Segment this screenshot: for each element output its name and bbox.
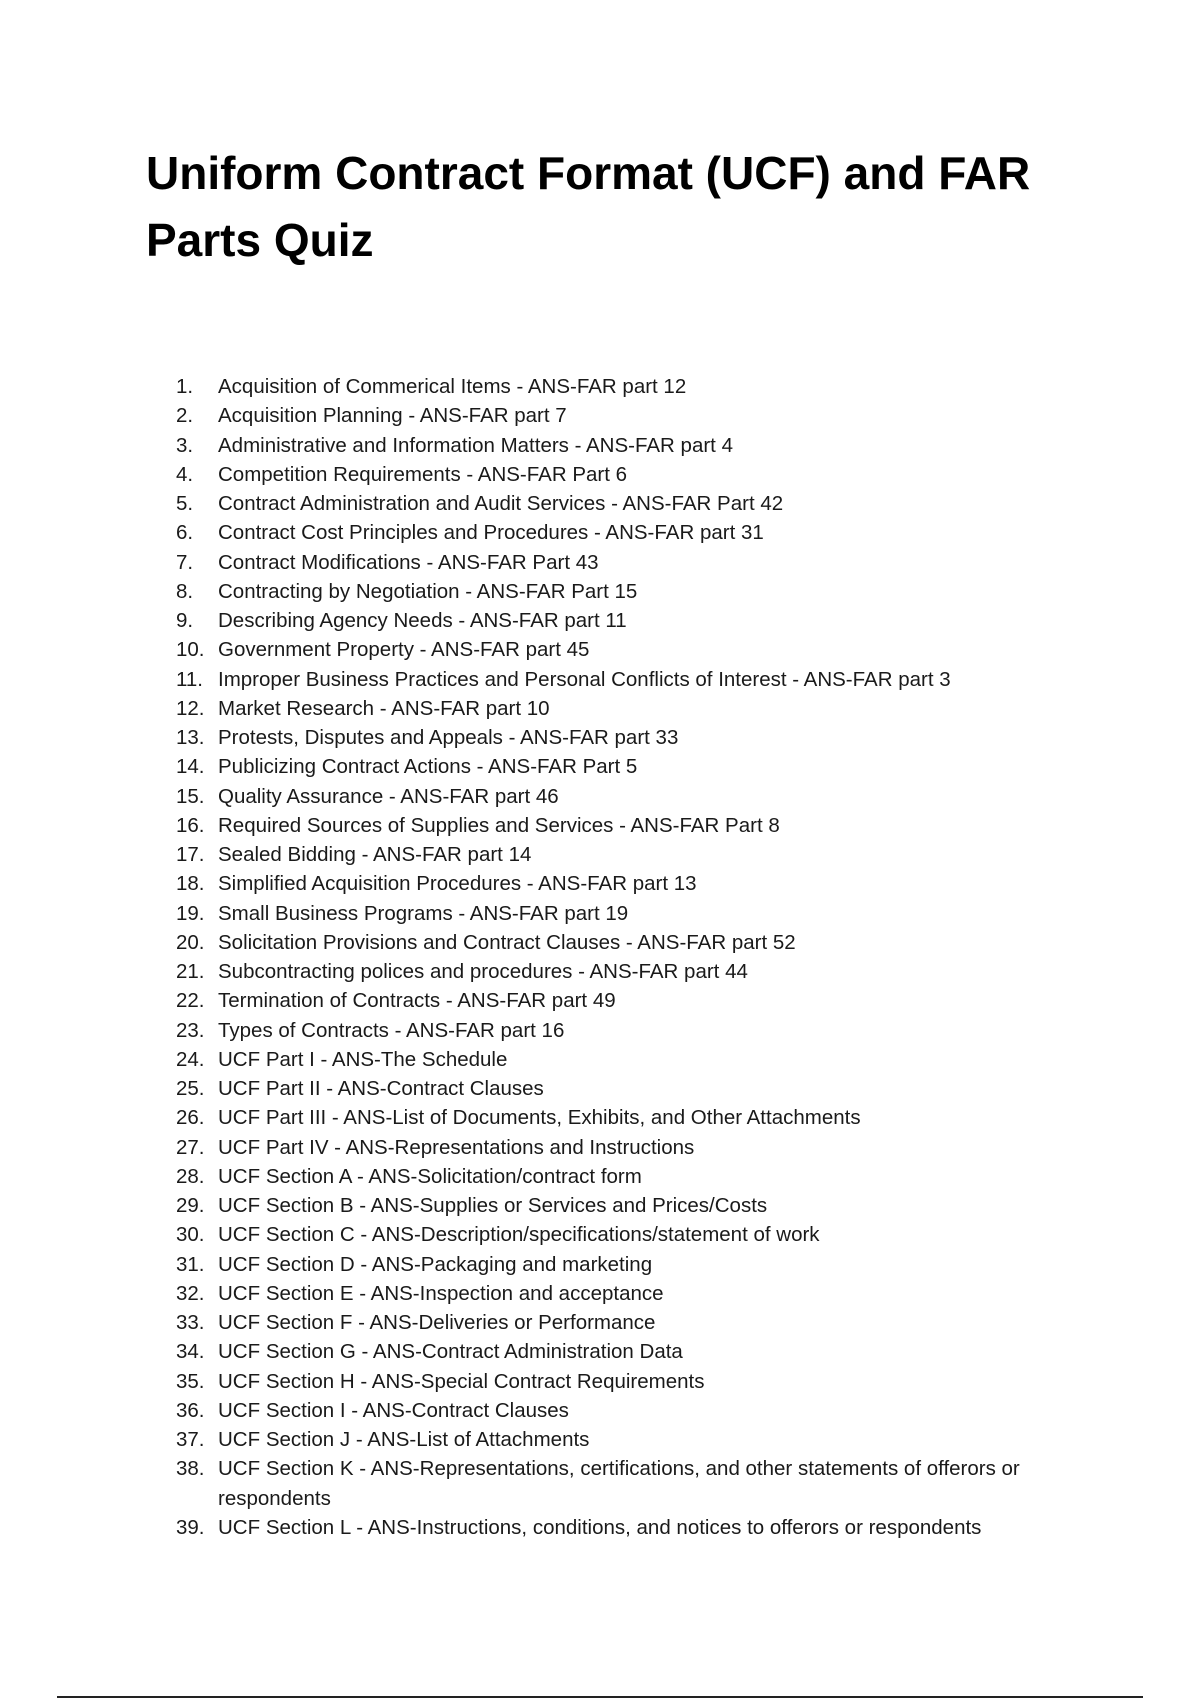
list-item-text: Market Research - ANS-FAR part 10	[218, 696, 550, 720]
list-item-text: Improper Business Practices and Personal Conflicts of Interest - ANS-FAR part 3	[218, 667, 951, 691]
list-item	[176, 1103, 1056, 1132]
list-item-number: 10.	[176, 638, 205, 662]
list-item	[176, 635, 1056, 664]
list-item-number: 11.	[176, 667, 203, 691]
list-item-number: 19.	[176, 901, 205, 925]
list-item-number: 22.	[176, 989, 205, 1013]
list-item-text: UCF Section E - ANS-Inspection and acceptance	[218, 1281, 664, 1305]
list-item	[176, 606, 1056, 635]
list-item-number: 4.	[176, 462, 194, 486]
list-item	[176, 957, 1056, 986]
list-item	[176, 899, 1056, 928]
list-item	[176, 752, 1056, 781]
list-item-text: UCF Part III - ANS-List of Documents, Exhibits, and Other Attachments	[218, 1106, 861, 1130]
list-item	[176, 782, 1056, 811]
list-item-text: Contract Modifications - ANS-FAR Part 43	[218, 550, 599, 574]
list-item	[176, 1162, 1056, 1191]
list-item-number: 25.	[176, 1077, 205, 1100]
list-item-text: UCF Section K - ANS-Representations, certifications, and other statements of offerors or respondents	[218, 1457, 1020, 1510]
list-item-text: Acquisition of Commerical Items - ANS-FAR part 12	[218, 375, 687, 398]
list-item-number: 23.	[176, 1018, 205, 1042]
list-item-number: 15.	[176, 784, 205, 808]
list-item	[176, 694, 1056, 723]
list-item-text: UCF Part I - ANS-The Schedule	[218, 1047, 508, 1071]
list-item-text: Contract Administration and Audit Services - ANS-FAR Part 42	[218, 492, 784, 515]
list-item-text: Government Property - ANS-FAR part 45	[218, 638, 590, 662]
list-item-text: Protests, Disputes and Appeals - ANS-FAR part 33	[218, 726, 679, 749]
list-item-number: 6.	[176, 521, 194, 545]
list-item-number: 39.	[176, 1515, 205, 1539]
list-item	[176, 1425, 1056, 1454]
list-item-text: UCF Section J - ANS-List of Attachments	[218, 1428, 590, 1451]
page-title: Uniform Contract Format (UCF) and FAR Parts Quiz	[146, 147, 1031, 266]
list-item-text: UCF Part II - ANS-Contract Clauses	[218, 1077, 544, 1100]
list-item-text: UCF Section G - ANS-Contract Administration Data	[218, 1340, 683, 1364]
list-item-text: Contracting by Negotiation - ANS-FAR Part 15	[218, 579, 638, 603]
list-item-text: Publicizing Contract Actions - ANS-FAR Part 5	[218, 755, 638, 779]
list-item-number: 3.	[176, 433, 194, 457]
list-item-number: 21.	[176, 960, 205, 983]
list-item-text: UCF Section B - ANS-Supplies or Services and Prices/Costs	[218, 1194, 768, 1217]
list-item	[176, 518, 1056, 547]
list-item	[176, 1045, 1056, 1074]
list-item-text: Required Sources of Supplies and Services - ANS-FAR Part 8	[218, 813, 780, 837]
list-item-number: 31.	[176, 1252, 205, 1276]
list-item-number: 38.	[176, 1457, 205, 1481]
list-item-text: Small Business Programs - ANS-FAR part 19	[218, 901, 629, 925]
list-item-text: Termination of Contracts - ANS-FAR part 49	[218, 989, 616, 1013]
quiz-answer-list	[176, 372, 1056, 1542]
list-item-number: 24.	[176, 1047, 205, 1071]
list-item-number: 32.	[176, 1281, 205, 1305]
list-item-number: 16.	[176, 813, 205, 837]
list-item	[176, 665, 1056, 694]
list-item-number: 20.	[176, 930, 205, 954]
list-item-number: 37.	[176, 1428, 205, 1451]
list-item	[176, 1396, 1056, 1425]
list-item	[176, 811, 1056, 840]
list-item-number: 36.	[176, 1398, 205, 1422]
list-item-text: Describing Agency Needs - ANS-FAR part 11	[218, 609, 627, 632]
list-item	[176, 1367, 1056, 1396]
list-item-text: Quality Assurance - ANS-FAR part 46	[218, 784, 559, 808]
list-item-text: Sealed Bidding - ANS-FAR part 14	[218, 843, 532, 866]
list-item-number: 34.	[176, 1340, 205, 1364]
list-item	[176, 1513, 1056, 1542]
list-item-number: 9.	[176, 609, 194, 632]
list-item-text: Solicitation Provisions and Contract Clauses - ANS-FAR part 52	[218, 930, 796, 954]
list-item-text: Administrative and Information Matters - ANS-FAR part 4	[218, 433, 733, 457]
list-item	[176, 840, 1056, 869]
list-item	[176, 928, 1056, 957]
list-item	[176, 372, 1056, 401]
list-item-number: 35.	[176, 1369, 205, 1393]
list-item-text: UCF Part IV - ANS-Representations and Instructions	[218, 1135, 695, 1159]
list-item-text: UCF Section A - ANS-Solicitation/contract form	[218, 1164, 642, 1188]
list-item	[176, 1016, 1056, 1045]
list-item	[176, 1250, 1056, 1279]
list-item	[176, 1074, 1056, 1103]
list-item-number: 17.	[176, 843, 205, 866]
list-item-number: 26.	[176, 1106, 205, 1130]
list-item-text: UCF Section L - ANS-Instructions, conditions, and notices to offerors or respondents	[218, 1515, 982, 1539]
list-item	[176, 1337, 1056, 1366]
list-item-number: 8.	[176, 579, 194, 603]
list-item-text: Competition Requirements - ANS-FAR Part 6	[218, 462, 628, 486]
list-item	[176, 1279, 1056, 1308]
list-item	[176, 460, 1056, 489]
list-item-number: 13.	[176, 726, 205, 749]
list-item-text: UCF Section D - ANS-Packaging and marketing	[218, 1252, 653, 1276]
list-item	[176, 431, 1056, 460]
list-item	[176, 986, 1056, 1015]
list-item	[176, 577, 1056, 606]
list-item	[176, 1191, 1056, 1220]
list-item-text: UCF Section H - ANS-Special Contract Requirements	[218, 1369, 705, 1393]
list-item	[176, 489, 1056, 518]
page-bottom-divider	[57, 1696, 1143, 1698]
list-item-text: Simplified Acquisition Procedures - ANS-FAR part 13	[218, 872, 697, 896]
list-item-text: Types of Contracts - ANS-FAR part 16	[218, 1018, 565, 1042]
list-item-text: Acquisition Planning - ANS-FAR part 7	[218, 404, 567, 428]
list-item	[176, 723, 1056, 752]
list-item	[176, 869, 1056, 898]
list-item-number: 28.	[176, 1164, 205, 1188]
list-item	[176, 401, 1056, 430]
list-item-number: 2.	[176, 404, 194, 428]
list-item-number: 14.	[176, 755, 205, 779]
list-item-text: UCF Section F - ANS-Deliveries or Performance	[218, 1311, 656, 1334]
list-item	[176, 1133, 1056, 1162]
list-item-number: 18.	[176, 872, 205, 896]
list-item-number: 1.	[176, 375, 194, 398]
list-item-number: 33.	[176, 1311, 205, 1334]
list-item	[176, 548, 1056, 577]
list-item	[176, 1220, 1056, 1249]
list-item	[176, 1454, 1056, 1513]
list-item-number: 5.	[176, 492, 194, 515]
list-item-number: 29.	[176, 1194, 205, 1217]
list-item	[176, 1308, 1056, 1337]
list-item-number: 7.	[176, 550, 194, 574]
list-item-text: Contract Cost Principles and Procedures - ANS-FAR part 31	[218, 521, 764, 545]
list-item-text: UCF Section I - ANS-Contract Clauses	[218, 1398, 569, 1422]
list-item-text: Subcontracting polices and procedures - ANS-FAR part 44	[218, 960, 748, 983]
list-item-number: 27.	[176, 1135, 205, 1159]
list-item-number: 12.	[176, 696, 205, 720]
list-item-number: 30.	[176, 1223, 205, 1247]
list-item-text: UCF Section C - ANS-Description/specifications/statement of work	[218, 1223, 820, 1247]
